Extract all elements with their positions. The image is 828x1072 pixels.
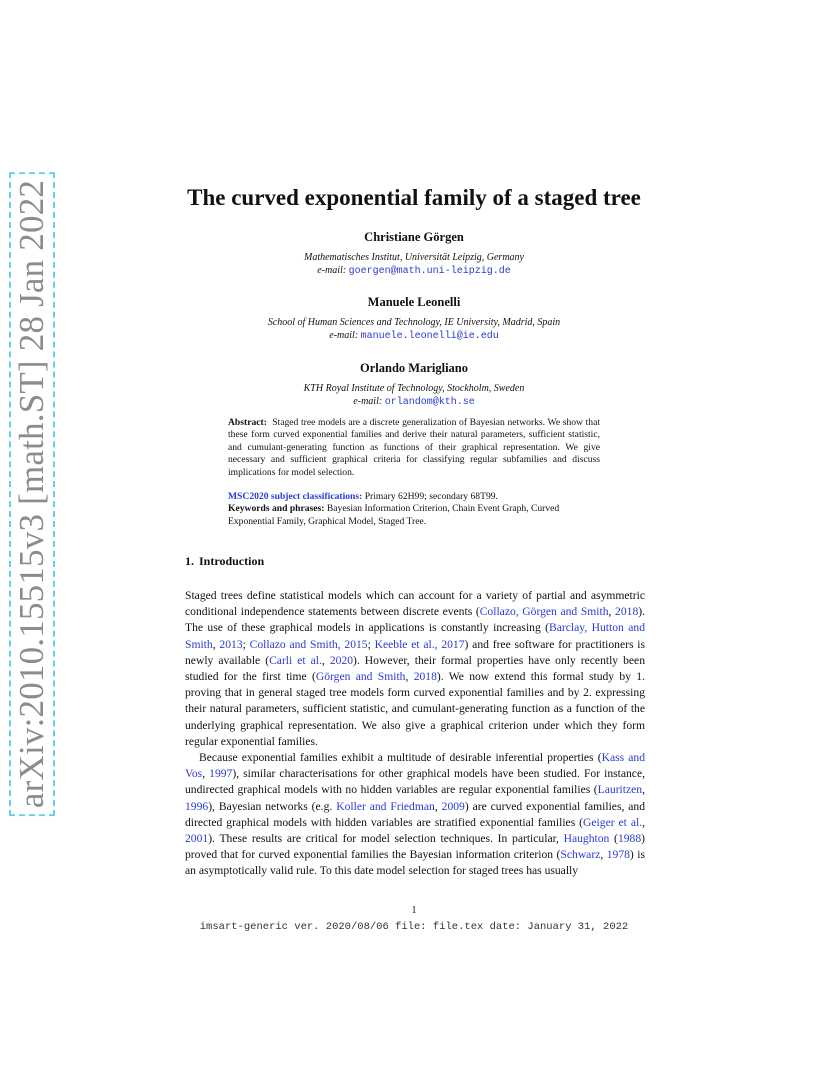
citation-year-link[interactable]: 1988 bbox=[617, 832, 642, 846]
email-label: e-mail: bbox=[329, 330, 359, 341]
citation-year-link[interactable]: 2009 bbox=[441, 799, 465, 813]
text-run: , bbox=[600, 848, 607, 862]
author-name: Orlando Marigliano bbox=[360, 361, 468, 375]
text-run: ) proved that for curved exponential families the Bayesian information criterion ( bbox=[185, 832, 645, 862]
citation-year-link[interactable]: 2001 bbox=[185, 832, 209, 846]
author-affiliation: KTH Royal Institute of Technology, Stockholm, Sweden bbox=[303, 383, 525, 394]
abstract bbox=[228, 417, 600, 479]
introduction-body bbox=[185, 588, 645, 880]
paragraph-1 bbox=[185, 588, 645, 750]
citation-link[interactable]: Keeble et al., 2017 bbox=[374, 637, 465, 651]
author-affiliation: Mathematisches Institut, Universität Leipzig, Germany bbox=[304, 252, 524, 263]
text-run: ). The use of these graphical models in applications is constantly increasing ( bbox=[185, 605, 645, 635]
text-run: ) is an asymptotically valid rule. To this date model selection for staged trees has usually bbox=[185, 848, 645, 878]
citation-link[interactable]: Koller and Friedman bbox=[336, 799, 435, 813]
text-run: , bbox=[405, 670, 414, 684]
keywords-text: Bayesian Information Criterion, Chain Event Graph, Curved Exponential Family, Graphical Model, Staged Tree. bbox=[228, 503, 560, 527]
text-run: , bbox=[202, 767, 210, 781]
text-run: ) and free software for practitioners is newly available ( bbox=[185, 637, 645, 667]
paper-title: The curved exponential family of a staged tree bbox=[187, 185, 641, 210]
arxiv-identifier[interactable]: arXiv:2010.15515v3 [math.ST] 28 Jan 2022 bbox=[9, 172, 55, 816]
text-run: ), similar characterisations for other graphical models have been studied. For instance, undirected graphical models with no hidden variables are regular exponential families ( bbox=[185, 767, 645, 797]
text-run: , bbox=[321, 653, 330, 667]
text-run: , bbox=[642, 815, 645, 829]
citation-link[interactable]: Carli et al. bbox=[269, 653, 322, 667]
citation-year-link[interactable]: 2013 bbox=[219, 637, 243, 651]
citation-link[interactable]: Kass and Vos bbox=[185, 751, 645, 781]
section-heading bbox=[185, 554, 264, 569]
citation-year-link[interactable]: 2018 bbox=[413, 670, 437, 684]
citation-link[interactable]: Barclay, Hutton and Smith bbox=[185, 621, 645, 651]
citation-link[interactable]: Schwarz bbox=[560, 848, 601, 862]
keywords-label: Keywords and phrases: bbox=[228, 503, 325, 515]
msc-text: Primary 62H99; secondary 68T99. bbox=[364, 491, 498, 502]
citation-year-link[interactable]: 1978 bbox=[606, 848, 630, 862]
keywords-line bbox=[228, 503, 600, 528]
author-email-link[interactable]: orlandom@kth.se bbox=[384, 397, 475, 408]
text-run: , bbox=[642, 783, 645, 797]
author-name: Christiane Görgen bbox=[364, 230, 464, 244]
page-number: 1 bbox=[411, 905, 417, 916]
abstract-label: Abstract: bbox=[228, 417, 267, 428]
author-block-3 bbox=[0, 361, 828, 409]
citation-year-link[interactable]: 1996 bbox=[185, 799, 209, 813]
author-email-link[interactable]: goergen@math.uni-leipzig.de bbox=[348, 266, 511, 277]
msc-link[interactable]: MSC2020 subject classifications: bbox=[228, 491, 363, 502]
citation-link[interactable]: Haughton bbox=[563, 832, 610, 846]
section-title: Introduction bbox=[199, 554, 265, 568]
text-run: ). These results are critical for model selection techniques. In particular, bbox=[208, 832, 564, 846]
author-email-line bbox=[0, 395, 828, 409]
text-run: ). However, their formal properties have only recently been studied for the first time ( bbox=[185, 653, 645, 684]
text-run: , bbox=[212, 637, 220, 651]
author-email-line bbox=[0, 329, 828, 343]
abstract-text: Staged tree models are a discrete generalization of Bayesian networks. We show that these form curved exponential families and derive their natural parameters, sufficient statistic, and cumulant-generating function as functions of their graphical representation. We give necessary and sufficient graphical criteria for classifying regular subfamilies and discuss implications for model selection. bbox=[228, 417, 601, 478]
author-email-line bbox=[0, 264, 828, 278]
author-block-1 bbox=[0, 230, 828, 278]
citation-year-link[interactable]: 2018 bbox=[615, 605, 639, 619]
msc-line bbox=[228, 491, 600, 503]
author-affiliation: School of Human Sciences and Technology, IE University, Madrid, Spain bbox=[267, 317, 561, 328]
author-name: Manuele Leonelli bbox=[367, 295, 461, 309]
text-run: Because exponential families exhibit a multitude of desirable inferential properties ( bbox=[199, 751, 602, 765]
citation-link[interactable]: Lauritzen bbox=[597, 783, 643, 797]
text-run: , bbox=[608, 605, 616, 619]
citation-link[interactable]: Collazo and Smith, 2015 bbox=[249, 637, 368, 651]
footer-line: imsart-generic ver. 2020/08/06 file: file.tex date: January 31, 2022 bbox=[199, 921, 629, 933]
text-run: ; bbox=[367, 637, 375, 651]
email-label: e-mail: bbox=[317, 265, 347, 276]
text-run: Staged trees define statistical models which can account for a variety of partial and asymmetric conditional independence statements between discrete events ( bbox=[185, 589, 645, 619]
citation-link[interactable]: Görgen and Smith bbox=[315, 670, 406, 684]
citation-link[interactable]: Collazo, Görgen and Smith bbox=[479, 605, 609, 619]
author-block-2 bbox=[0, 295, 828, 343]
text-run: ; bbox=[242, 637, 250, 651]
citation-year-link[interactable]: 1997 bbox=[209, 767, 233, 781]
section-number: 1. bbox=[185, 554, 194, 568]
text-run: ( bbox=[609, 832, 618, 846]
text-run: ), Bayesian networks (e.g. bbox=[208, 799, 337, 813]
text-run: , bbox=[434, 799, 442, 813]
citation-link[interactable]: Geiger et al. bbox=[583, 815, 643, 829]
text-run: ). We now extend this formal study by 1. proving that in general staged tree models form curved exponential families and by 2. expressing their natural parameters, sufficient statistic, and cumulant-generating function as a function of the underlying graphical representation. We also give a graphical criterion under which they form regular exponential families. bbox=[185, 670, 645, 748]
citation-year-link[interactable]: 2020 bbox=[329, 653, 354, 667]
paragraph-2 bbox=[185, 750, 645, 880]
email-label: e-mail: bbox=[353, 396, 383, 407]
text-run: ) are curved exponential families, and directed graphical models with hidden variables are stratified exponential families ( bbox=[185, 799, 646, 829]
author-email-link[interactable]: manuele.leonelli@ie.edu bbox=[360, 331, 499, 342]
classification-block bbox=[228, 491, 600, 528]
